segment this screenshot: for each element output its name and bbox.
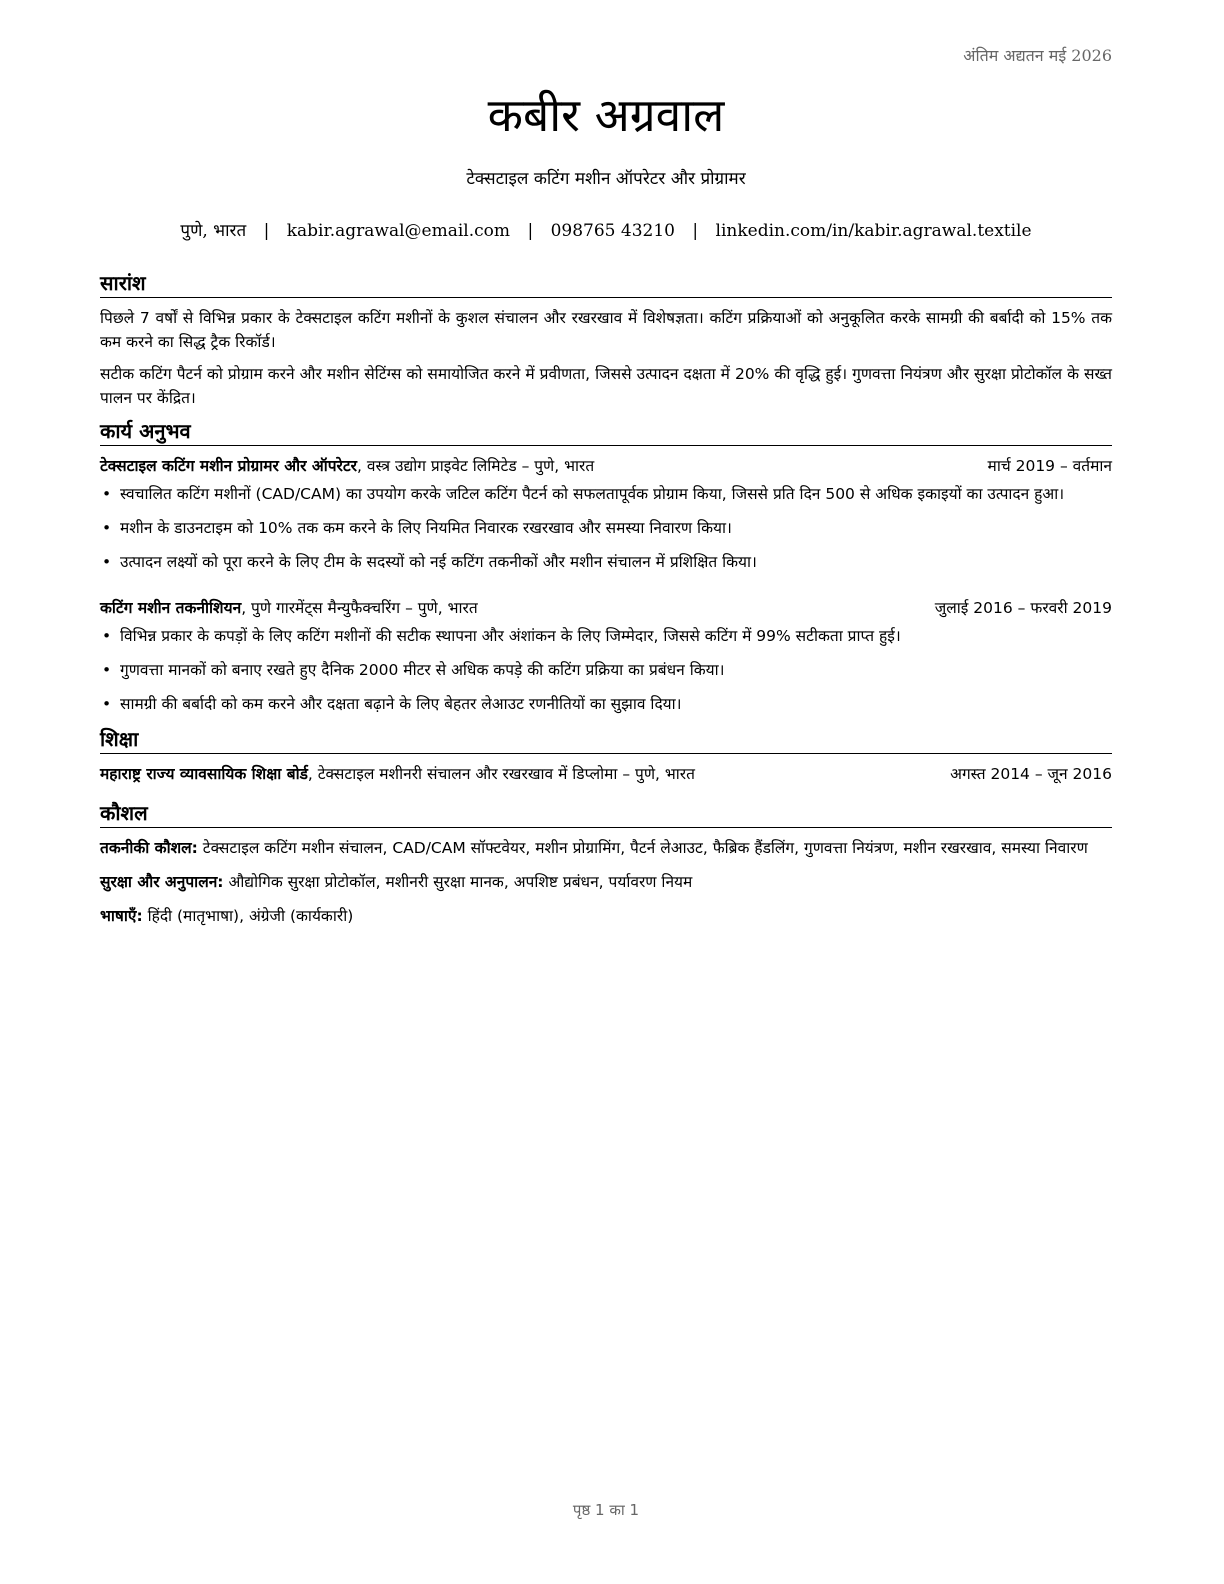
skill-line: [100, 836, 1112, 860]
contact-location: पुणे, भारत: [180, 221, 247, 241]
skill-line: [100, 904, 1112, 928]
section-heading-skills: कौशल: [100, 800, 1112, 828]
education-entry: [100, 762, 1112, 786]
job-header: [100, 454, 1112, 478]
contact-linkedin[interactable]: linkedin.com/in/kabir.agrawal.textile: [715, 221, 1032, 241]
job-org: , वस्त्र उद्योग प्राइवेट लिमिटेड – पुणे, भारत: [357, 457, 595, 475]
last-updated: अंतिम अद्यतन मई 2026: [963, 46, 1112, 65]
contact-separator: |: [263, 221, 270, 241]
job-bullets: [100, 482, 1112, 574]
job-title-line: [100, 454, 594, 478]
job-entry: [100, 596, 1112, 716]
skill-label: तकनीकी कौशल:: [100, 839, 198, 857]
skill-value: औद्योगिक सुरक्षा प्रोटोकॉल, मशीनरी सुरक्षा मानक, अपशिष्ट प्रबंधन, पर्यावरण नियम: [223, 873, 693, 891]
job-bullets: [100, 624, 1112, 716]
experience-section: [100, 418, 1112, 716]
skills-section: [100, 800, 1112, 928]
page-number: पृष्ठ 1 का 1: [572, 1501, 640, 1519]
education-dates: अगस्त 2014 – जून 2016: [950, 765, 1112, 783]
resume-page: [100, 0, 1112, 1584]
job-entry: [100, 454, 1112, 574]
section-heading-education: शिक्षा: [100, 726, 1112, 754]
bullet-item: • सामग्री की बर्बादी को कम करने और दक्षता बढ़ाने के लिए बेहतर लेआउट रणनीतियों का सुझाव दिया।: [100, 692, 1112, 716]
summary-paragraph: सटीक कटिंग पैटर्न को प्रोग्राम करने और मशीन सेटिंग्स को समायोजित करने में प्रवीणता, जिससे उत्पादन दक्षता में 20% की वृद्धि हुई। गुणवत्ता नियंत्रण और सुरक्षा प्रोटोकॉल के सख्त पालन पर केंद्रित।: [100, 365, 1112, 407]
bullet-item: • गुणवत्ता मानकों को बनाए रखते हुए दैनिक 2000 मीटर से अधिक कपड़े की कटिंग प्रक्रिया का प्रबंधन किया।: [100, 658, 1112, 682]
education-title-line: [100, 762, 695, 786]
contact-email[interactable]: kabir.agrawal@email.com: [286, 221, 511, 241]
education-detail: , टेक्सटाइल मशीनरी संचालन और रखरखाव में डिप्लोमा – पुणे, भारत: [307, 765, 695, 783]
job-role: टेक्सटाइल कटिंग मशीन प्रोग्रामर और ऑपरेटर: [100, 457, 358, 475]
section-heading-summary: सारांश: [100, 270, 1112, 298]
summary-section: [100, 270, 1112, 410]
education-section: [100, 726, 1112, 786]
skill-line: [100, 870, 1112, 894]
skill-label: भाषाएँ:: [100, 907, 143, 925]
skill-label: सुरक्षा और अनुपालन:: [100, 873, 224, 891]
skill-value: टेक्सटाइल कटिंग मशीन संचालन, CAD/CAM सॉफ्टवेयर, मशीन प्रोग्रामिंग, पैटर्न लेआउट, फैब्रिक हैंडलिंग, गुणवत्ता नियंत्रण, मशीन रखरखाव, समस्या निवारण: [197, 839, 1088, 857]
section-heading-experience: कार्य अनुभव: [100, 418, 1112, 446]
education-institution: महाराष्ट्र राज्य व्यावसायिक शिक्षा बोर्ड: [100, 765, 308, 783]
contact-separator: |: [692, 221, 699, 241]
job-org: , पुणे गारमेंट्स मैन्युफैक्चरिंग – पुणे, भारत: [241, 599, 478, 617]
job-dates: जुलाई 2016 – फरवरी 2019: [934, 599, 1112, 617]
bullet-item: • विभिन्न प्रकार के कपड़ों के लिए कटिंग मशीनों की सटीक स्थापना और अंशांकन के लिए जिम्मेदार, जिससे कटिंग में 99% सटीकता प्राप्त हुई।: [100, 624, 1112, 648]
job-role: कटिंग मशीन तकनीशियन: [100, 599, 242, 617]
job-header: [100, 596, 1112, 620]
candidate-name: कबीर अग्रवाल: [487, 88, 725, 142]
summary-paragraph: पिछले 7 वर्षों से विभिन्न प्रकार के टेक्सटाइल कटिंग मशीनों के कुशल संचालन और रखरखाव में विशेषज्ञता। कटिंग प्रक्रियाओं को अनुकूलित करके सामग्री की बर्बादी को 15% तक कम करने का सिद्ध ट्रैक रिकॉर्ड।: [100, 309, 1112, 351]
job-title-line: [100, 596, 478, 620]
bullet-item: • उत्पादन लक्ष्यों को पूरा करने के लिए टीम के सदस्यों को नई कटिंग तकनीकों और मशीन संचालन में प्रशिक्षित किया।: [100, 550, 1112, 574]
job-dates: मार्च 2019 – वर्तमान: [987, 457, 1112, 475]
bullet-item: • स्वचालित कटिंग मशीनों (CAD/CAM) का उपयोग करके जटिल कटिंग पैटर्न को सफलतापूर्वक प्रोग्राम किया, जिससे प्रति दिन 500 से अधिक इकाइयों का उत्पादन हुआ।: [100, 482, 1112, 506]
resume-content: [100, 270, 1112, 938]
contact-line: [100, 218, 1112, 241]
candidate-title: टेक्सटाइल कटिंग मशीन ऑपरेटर और प्रोग्रामर: [466, 169, 746, 189]
skill-value: हिंदी (मातृभाषा), अंग्रेजी (कार्यकारी): [142, 907, 354, 925]
bullet-item: • मशीन के डाउनटाइम को 10% तक कम करने के लिए नियमित निवारक रखरखाव और समस्या निवारण किया।: [100, 516, 1112, 540]
contact-separator: |: [527, 221, 534, 241]
contact-phone[interactable]: 098765 43210: [550, 221, 675, 241]
